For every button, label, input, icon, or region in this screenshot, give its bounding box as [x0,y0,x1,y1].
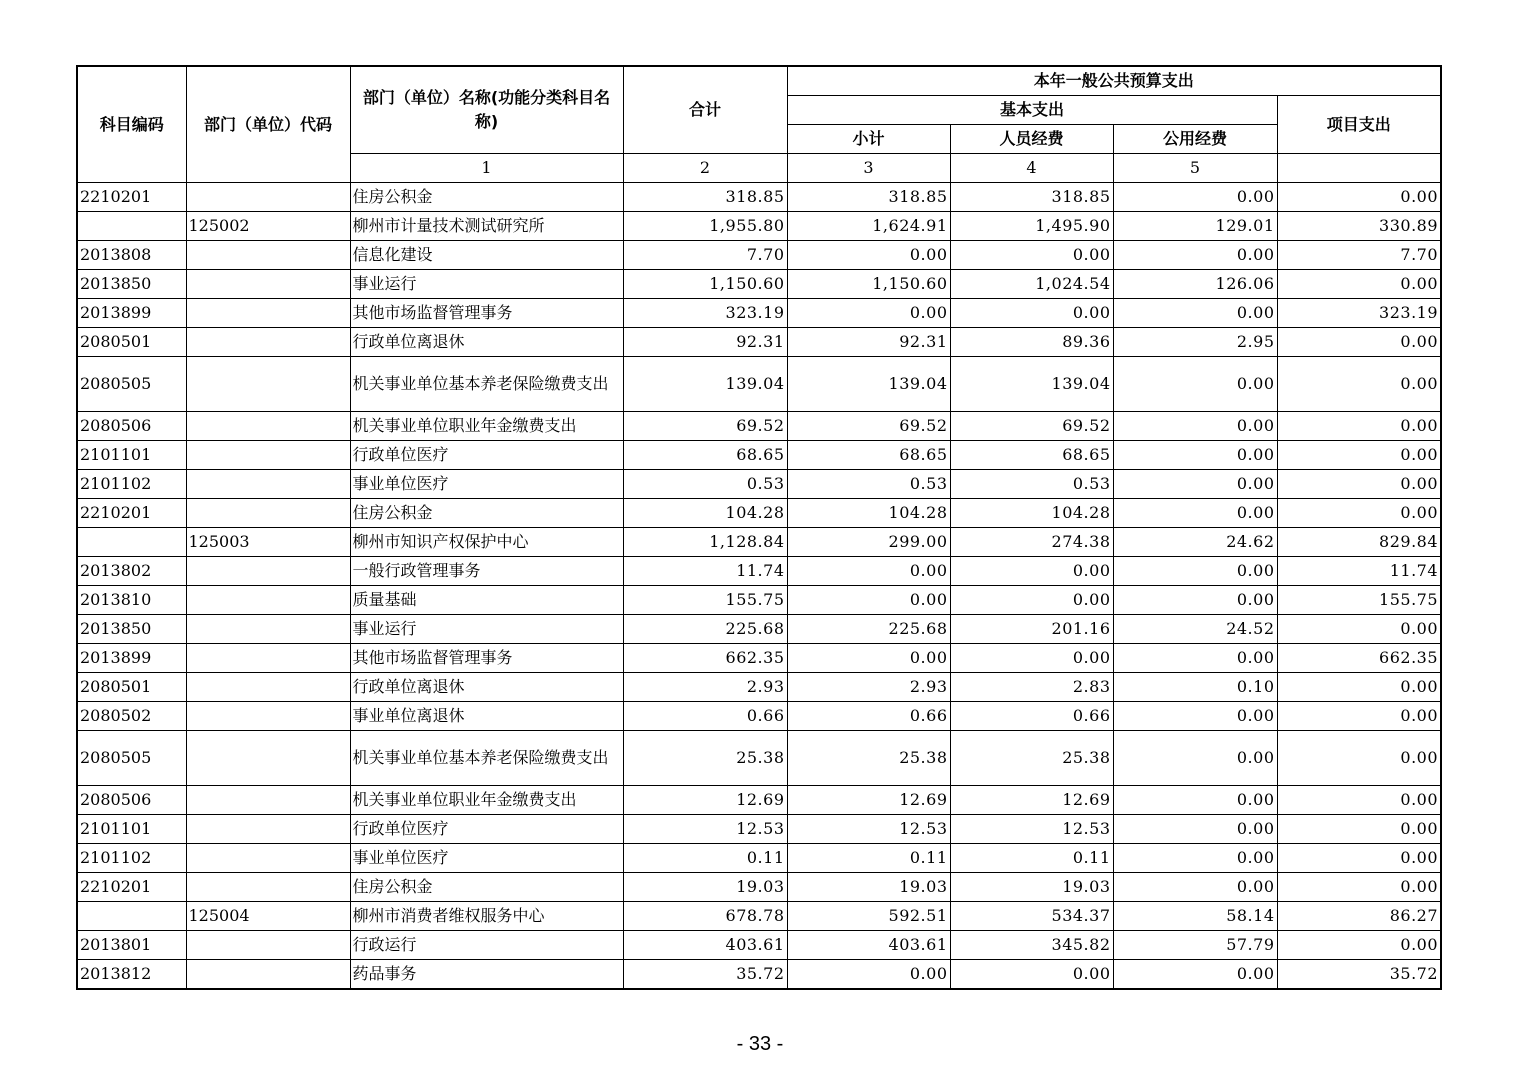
subject-code-cell: 2013850 [77,615,186,644]
item-name-cell: 机关事业单位职业年金缴费支出 [350,786,623,815]
subject-code-cell: 2080501 [77,673,186,702]
dept-code-cell [186,644,350,673]
public-cell: 0.00 [1113,844,1277,873]
subject-code-cell: 2210201 [77,499,186,528]
item-name-cell: 药品事务 [350,960,623,990]
subtotal-cell: 139.04 [787,357,950,412]
public-cell: 57.79 [1113,931,1277,960]
subtotal-cell: 25.38 [787,731,950,786]
table-row [77,441,1441,470]
table-row [77,844,1441,873]
personnel-cell: 25.38 [950,731,1113,786]
dept-code-cell [186,270,350,299]
item-name-cell: 行政运行 [350,931,623,960]
header-public: 公用经费 [1113,125,1277,154]
item-name-cell: 行政单位离退休 [350,673,623,702]
subtotal-cell: 68.65 [787,441,950,470]
dept-code-cell [186,731,350,786]
subject-code-cell: 2013802 [77,557,186,586]
project-cell: 35.72 [1277,960,1441,990]
total-cell: 11.74 [623,557,787,586]
subtotal-cell: 1,150.60 [787,270,950,299]
dept-code-cell [186,702,350,731]
project-cell: 0.00 [1277,328,1441,357]
item-name-cell: 其他市场监督管理事务 [350,644,623,673]
public-cell: 24.62 [1113,528,1277,557]
project-cell: 0.00 [1277,183,1441,212]
dept-code-cell [186,815,350,844]
dept-code-cell [186,299,350,328]
personnel-cell: 12.53 [950,815,1113,844]
personnel-cell: 345.82 [950,931,1113,960]
item-name-cell: 柳州市知识产权保护中心 [350,528,623,557]
table-row [77,673,1441,702]
table-row [77,702,1441,731]
total-cell: 19.03 [623,873,787,902]
subtotal-cell: 0.00 [787,299,950,328]
dept-code-cell [186,412,350,441]
personnel-cell: 0.00 [950,241,1113,270]
header-project: 项目支出 [1277,96,1441,154]
dept-code-cell [186,673,350,702]
subject-code-cell: 2210201 [77,873,186,902]
project-cell: 0.00 [1277,931,1441,960]
table-row [77,470,1441,499]
subtotal-cell: 69.52 [787,412,950,441]
dept-code-cell: 125003 [186,528,350,557]
subtotal-cell: 1,624.91 [787,212,950,241]
item-name-cell: 住房公积金 [350,183,623,212]
subtotal-cell: 0.00 [787,241,950,270]
personnel-cell: 2.83 [950,673,1113,702]
total-cell: 0.66 [623,702,787,731]
total-cell: 2.93 [623,673,787,702]
public-cell: 0.00 [1113,873,1277,902]
table-row [77,328,1441,357]
table-row [77,586,1441,615]
personnel-cell: 0.00 [950,960,1113,990]
project-cell: 662.35 [1277,644,1441,673]
subject-code-cell: 2080506 [77,786,186,815]
project-cell: 155.75 [1277,586,1441,615]
subtotal-cell: 592.51 [787,902,950,931]
project-cell: 0.00 [1277,441,1441,470]
dept-code-cell [186,241,350,270]
subtotal-cell: 0.00 [787,586,950,615]
item-name-cell: 行政单位医疗 [350,815,623,844]
total-cell: 0.53 [623,470,787,499]
public-cell: 0.00 [1113,644,1277,673]
public-cell: 0.00 [1113,357,1277,412]
subtotal-cell: 2.93 [787,673,950,702]
public-cell: 0.00 [1113,441,1277,470]
subject-code-cell: 2013810 [77,586,186,615]
subject-code-cell: 2101101 [77,815,186,844]
total-cell: 318.85 [623,183,787,212]
column-number: 3 [787,154,950,183]
subtotal-cell: 0.00 [787,960,950,990]
table-row [77,499,1441,528]
total-cell: 1,955.80 [623,212,787,241]
personnel-cell: 0.00 [950,586,1113,615]
subject-code-cell: 2013899 [77,299,186,328]
dept-code-cell [186,499,350,528]
subject-code-cell: 2080501 [77,328,186,357]
subject-code-cell [77,528,186,557]
item-name-cell: 机关事业单位基本养老保险缴费支出 [350,357,623,412]
dept-code-cell [186,586,350,615]
project-cell: 829.84 [1277,528,1441,557]
public-cell: 0.00 [1113,470,1277,499]
dept-code-cell [186,557,350,586]
personnel-cell: 0.53 [950,470,1113,499]
public-cell: 0.00 [1113,183,1277,212]
dept-code-cell [186,470,350,499]
subject-code-cell [77,212,186,241]
table-body [77,183,1441,990]
table-row [77,183,1441,212]
total-cell: 0.11 [623,844,787,873]
public-cell: 0.00 [1113,960,1277,990]
subtotal-cell: 0.66 [787,702,950,731]
project-cell: 330.89 [1277,212,1441,241]
total-cell: 1,150.60 [623,270,787,299]
item-name-cell: 事业单位离退休 [350,702,623,731]
page-number: - 33 - [736,1033,784,1055]
public-cell: 0.00 [1113,241,1277,270]
public-cell: 0.00 [1113,499,1277,528]
item-name-cell: 事业运行 [350,270,623,299]
project-cell: 0.00 [1277,731,1441,786]
subtotal-cell: 12.69 [787,786,950,815]
table-row [77,270,1441,299]
header-personnel: 人员经费 [950,125,1113,154]
table-row [77,557,1441,586]
header-subtotal: 小计 [787,125,950,154]
header-basic: 基本支出 [787,96,1277,125]
subtotal-cell: 92.31 [787,328,950,357]
subject-code-cell: 2101102 [77,470,186,499]
column-number: 4 [950,154,1113,183]
dept-code-cell: 125002 [186,212,350,241]
budget-table [76,65,1442,990]
personnel-cell: 68.65 [950,441,1113,470]
item-name-cell: 信息化建设 [350,241,623,270]
item-name-cell: 其他市场监督管理事务 [350,299,623,328]
item-name-cell: 住房公积金 [350,499,623,528]
item-name-cell: 住房公积金 [350,873,623,902]
item-name-cell: 行政单位离退休 [350,328,623,357]
table-row [77,786,1441,815]
table-row [77,902,1441,931]
public-cell: 0.10 [1113,673,1277,702]
personnel-cell: 0.66 [950,702,1113,731]
project-cell: 0.00 [1277,815,1441,844]
table-row [77,960,1441,990]
table-row [77,644,1441,673]
total-cell: 104.28 [623,499,787,528]
item-name-cell: 行政单位医疗 [350,441,623,470]
subtotal-cell: 403.61 [787,931,950,960]
project-cell: 0.00 [1277,615,1441,644]
item-name-cell: 一般行政管理事务 [350,557,623,586]
project-cell: 86.27 [1277,902,1441,931]
column-number: 1 [350,154,623,183]
header-year-budget: 本年一般公共预算支出 [787,66,1441,96]
public-cell: 0.00 [1113,557,1277,586]
public-cell: 0.00 [1113,731,1277,786]
dept-code-cell [186,183,350,212]
subject-code-cell: 2013899 [77,644,186,673]
subject-code-cell: 2013801 [77,931,186,960]
item-name-cell: 柳州市计量技术测试研究所 [350,212,623,241]
dept-code-cell [186,873,350,902]
subject-code-cell: 2080505 [77,357,186,412]
item-name-cell: 事业运行 [350,615,623,644]
subtotal-cell: 0.53 [787,470,950,499]
dept-code-cell [186,441,350,470]
personnel-cell: 0.00 [950,644,1113,673]
dept-code-cell: 125004 [186,902,350,931]
public-cell: 129.01 [1113,212,1277,241]
subtotal-cell: 318.85 [787,183,950,212]
personnel-cell: 1,495.90 [950,212,1113,241]
subtotal-cell: 299.00 [787,528,950,557]
personnel-cell: 534.37 [950,902,1113,931]
project-cell: 0.00 [1277,412,1441,441]
project-cell: 0.00 [1277,786,1441,815]
total-cell: 323.19 [623,299,787,328]
total-cell: 25.38 [623,731,787,786]
personnel-cell: 1,024.54 [950,270,1113,299]
item-name-cell: 机关事业单位职业年金缴费支出 [350,412,623,441]
personnel-cell: 19.03 [950,873,1113,902]
table-row [77,931,1441,960]
header-dept-name: 部门（单位）名称(功能分类科目名称) [350,66,623,154]
project-cell: 7.70 [1277,241,1441,270]
public-cell: 58.14 [1113,902,1277,931]
subject-code-cell: 2080502 [77,702,186,731]
personnel-cell: 0.00 [950,557,1113,586]
public-cell: 0.00 [1113,412,1277,441]
table-row [77,357,1441,412]
dept-code-cell [186,931,350,960]
subtotal-cell: 0.11 [787,844,950,873]
total-cell: 12.69 [623,786,787,815]
total-cell: 139.04 [623,357,787,412]
dept-code-cell [186,786,350,815]
header-dept-code: 部门（单位）代码 [186,66,350,183]
project-cell: 0.00 [1277,470,1441,499]
table-row [77,212,1441,241]
table-header [77,66,1441,183]
personnel-cell: 12.69 [950,786,1113,815]
total-cell: 1,128.84 [623,528,787,557]
subject-code-cell: 2013808 [77,241,186,270]
dept-code-cell [186,615,350,644]
project-cell: 0.00 [1277,873,1441,902]
dept-code-cell [186,328,350,357]
table-row [77,412,1441,441]
subject-code-cell: 2080506 [77,412,186,441]
item-name-cell: 事业单位医疗 [350,844,623,873]
subject-code-cell: 2101101 [77,441,186,470]
personnel-cell: 69.52 [950,412,1113,441]
total-cell: 69.52 [623,412,787,441]
subject-code-cell: 2013850 [77,270,186,299]
subject-code-cell: 2101102 [77,844,186,873]
public-cell: 0.00 [1113,586,1277,615]
total-cell: 12.53 [623,815,787,844]
table-row [77,528,1441,557]
project-cell: 11.74 [1277,557,1441,586]
table-row [77,815,1441,844]
subtotal-cell: 0.00 [787,557,950,586]
total-cell: 68.65 [623,441,787,470]
subject-code-cell: 2013812 [77,960,186,990]
table-row [77,241,1441,270]
public-cell: 0.00 [1113,786,1277,815]
total-cell: 7.70 [623,241,787,270]
subject-code-cell: 2210201 [77,183,186,212]
public-cell: 0.00 [1113,702,1277,731]
total-cell: 35.72 [623,960,787,990]
total-cell: 403.61 [623,931,787,960]
personnel-cell: 0.00 [950,299,1113,328]
subtotal-cell: 0.00 [787,644,950,673]
personnel-cell: 0.11 [950,844,1113,873]
item-name-cell: 质量基础 [350,586,623,615]
total-cell: 225.68 [623,615,787,644]
project-cell: 0.00 [1277,844,1441,873]
subject-code-cell [77,902,186,931]
public-cell: 0.00 [1113,815,1277,844]
subtotal-cell: 225.68 [787,615,950,644]
project-cell: 0.00 [1277,702,1441,731]
personnel-cell: 104.28 [950,499,1113,528]
personnel-cell: 318.85 [950,183,1113,212]
item-name-cell: 事业单位医疗 [350,470,623,499]
table-row [77,731,1441,786]
total-cell: 662.35 [623,644,787,673]
subtotal-cell: 19.03 [787,873,950,902]
project-cell: 0.00 [1277,270,1441,299]
dept-code-cell [186,357,350,412]
project-cell: 323.19 [1277,299,1441,328]
public-cell: 24.52 [1113,615,1277,644]
item-name-cell: 柳州市消费者维权服务中心 [350,902,623,931]
total-cell: 92.31 [623,328,787,357]
column-number: 2 [623,154,787,183]
total-cell: 678.78 [623,902,787,931]
project-cell: 0.00 [1277,357,1441,412]
header-subject-code: 科目编码 [77,66,186,183]
personnel-cell: 89.36 [950,328,1113,357]
column-number: 5 [1113,154,1277,183]
subject-code-cell: 2080505 [77,731,186,786]
public-cell: 126.06 [1113,270,1277,299]
item-name-cell: 机关事业单位基本养老保险缴费支出 [350,731,623,786]
public-cell: 0.00 [1113,299,1277,328]
table-row [77,615,1441,644]
dept-code-cell [186,960,350,990]
table-row [77,873,1441,902]
personnel-cell: 201.16 [950,615,1113,644]
table-row [77,299,1441,328]
header-total: 合计 [623,66,787,154]
total-cell: 155.75 [623,586,787,615]
subtotal-cell: 104.28 [787,499,950,528]
public-cell: 2.95 [1113,328,1277,357]
personnel-cell: 274.38 [950,528,1113,557]
dept-code-cell [186,844,350,873]
project-cell: 0.00 [1277,673,1441,702]
project-cell: 0.00 [1277,499,1441,528]
subtotal-cell: 12.53 [787,815,950,844]
personnel-cell: 139.04 [950,357,1113,412]
